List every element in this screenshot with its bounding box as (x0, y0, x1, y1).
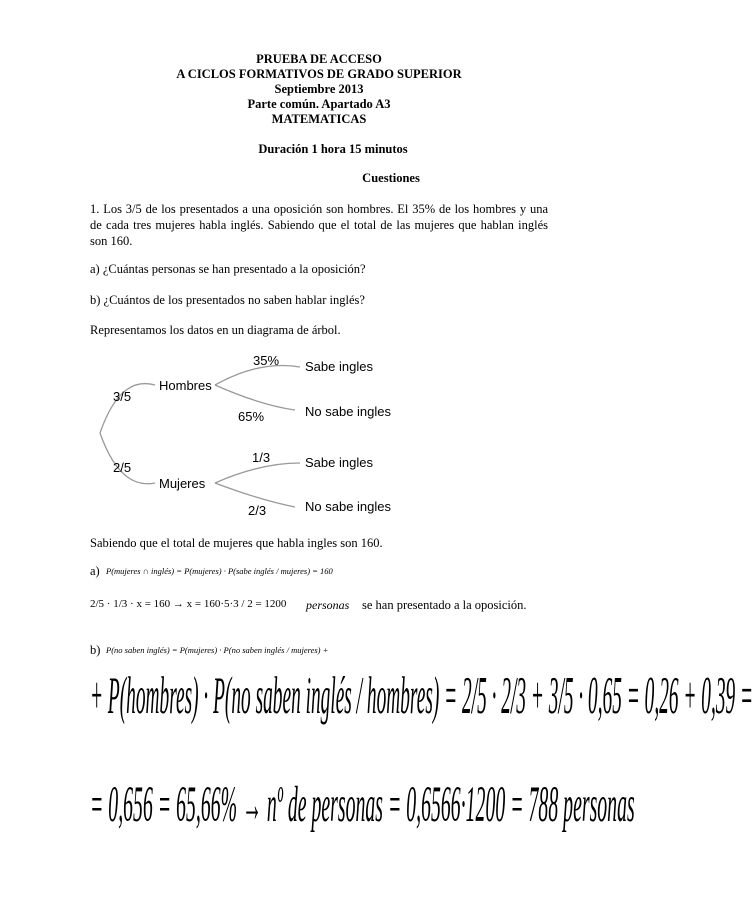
exam-subtitle: A CICLOS FORMATIVOS DE GRADO SUPERIOR (176, 67, 462, 81)
branch-hombres-sabe (215, 365, 300, 385)
solution-b-line3: = 0,656 = 65,66% → nº de personas = 0,6566·1200 = 788 personas (90, 775, 635, 833)
solution-b-formula: P(no saben inglés) = P(mujeres) · P(no saben inglés / mujeres) + (106, 645, 329, 655)
branch-mujeres-sabe (215, 463, 300, 483)
solution-a-formula: P(mujeres ∩ inglés) = P(mujeres) · P(sabe inglés / mujeres) = 160 (106, 566, 333, 576)
prob-m-nosabe: 2/3 (248, 503, 267, 518)
question-part-a: a) ¿Cuántas personas se han presentado a la oposición? (90, 262, 366, 276)
node-hombres: Hombres (159, 378, 212, 393)
solution-intro: Sabiendo que el total de mujeres que habla ingles son 160. (90, 536, 383, 550)
prob-m-sabe: 1/3 (252, 450, 271, 465)
solution-a-calc (90, 592, 550, 628)
exam-date: Septiembre 2013 (274, 82, 364, 96)
probability-tree (100, 345, 440, 520)
solution-b-line2: + P(hombres) · P(no saben inglés / hombres) = 2/5 · 2/3 + 3/5 · 0,65 = 0,26 + 0,39 = (90, 665, 753, 725)
prob-h-sabe: 35% (253, 353, 280, 368)
leaf-m-nosabe: No sabe ingles (305, 499, 391, 514)
question-part-b: b) ¿Cuántos de los presentados no saben hablar inglés? (90, 293, 365, 307)
leaf-h-nosabe: No sabe ingles (305, 404, 391, 419)
exam-subject: MATEMATICAS (271, 112, 367, 126)
section-title: Cuestiones (362, 171, 420, 185)
node-mujeres: Mujeres (159, 476, 206, 491)
prob-hombres: 3/5 (113, 389, 132, 404)
exam-title: PRUEBA DE ACCESO (256, 52, 382, 66)
leaf-h-sabe: Sabe ingles (305, 359, 373, 374)
exam-part: Parte común. Apartado A3 (247, 97, 391, 111)
branch-hombres-nosabe (215, 385, 295, 410)
branch-root-mujeres (100, 433, 155, 484)
prob-h-nosabe: 65% (238, 409, 265, 424)
solution-b-label: b) (90, 643, 101, 657)
solution-a-calc-expr: 2/5 · 1/3 · x = 160 → x = 160·5·3 / 2 = 1200 (90, 598, 287, 610)
leaf-m-sabe: Sabe ingles (305, 455, 373, 470)
question-statement: 1. Los 3/5 de los presentados a una oposición son hombres. El 35% de los hombres y una de cada tres mujeres habla inglés. Sabiendo que el total de las mujeres que hablan inglés son 160. (90, 202, 548, 248)
solution-a-label: a) (90, 564, 100, 578)
solution-a-calc-word: personas (306, 598, 350, 612)
solution-a-calc-rest: se han presentado a la oposición. (362, 598, 527, 612)
exam-duration: Duración 1 hora 15 minutos (258, 142, 408, 156)
tree-intro: Representamos los datos en un diagrama de árbol. (90, 323, 341, 337)
prob-mujeres: 2/5 (113, 460, 132, 475)
